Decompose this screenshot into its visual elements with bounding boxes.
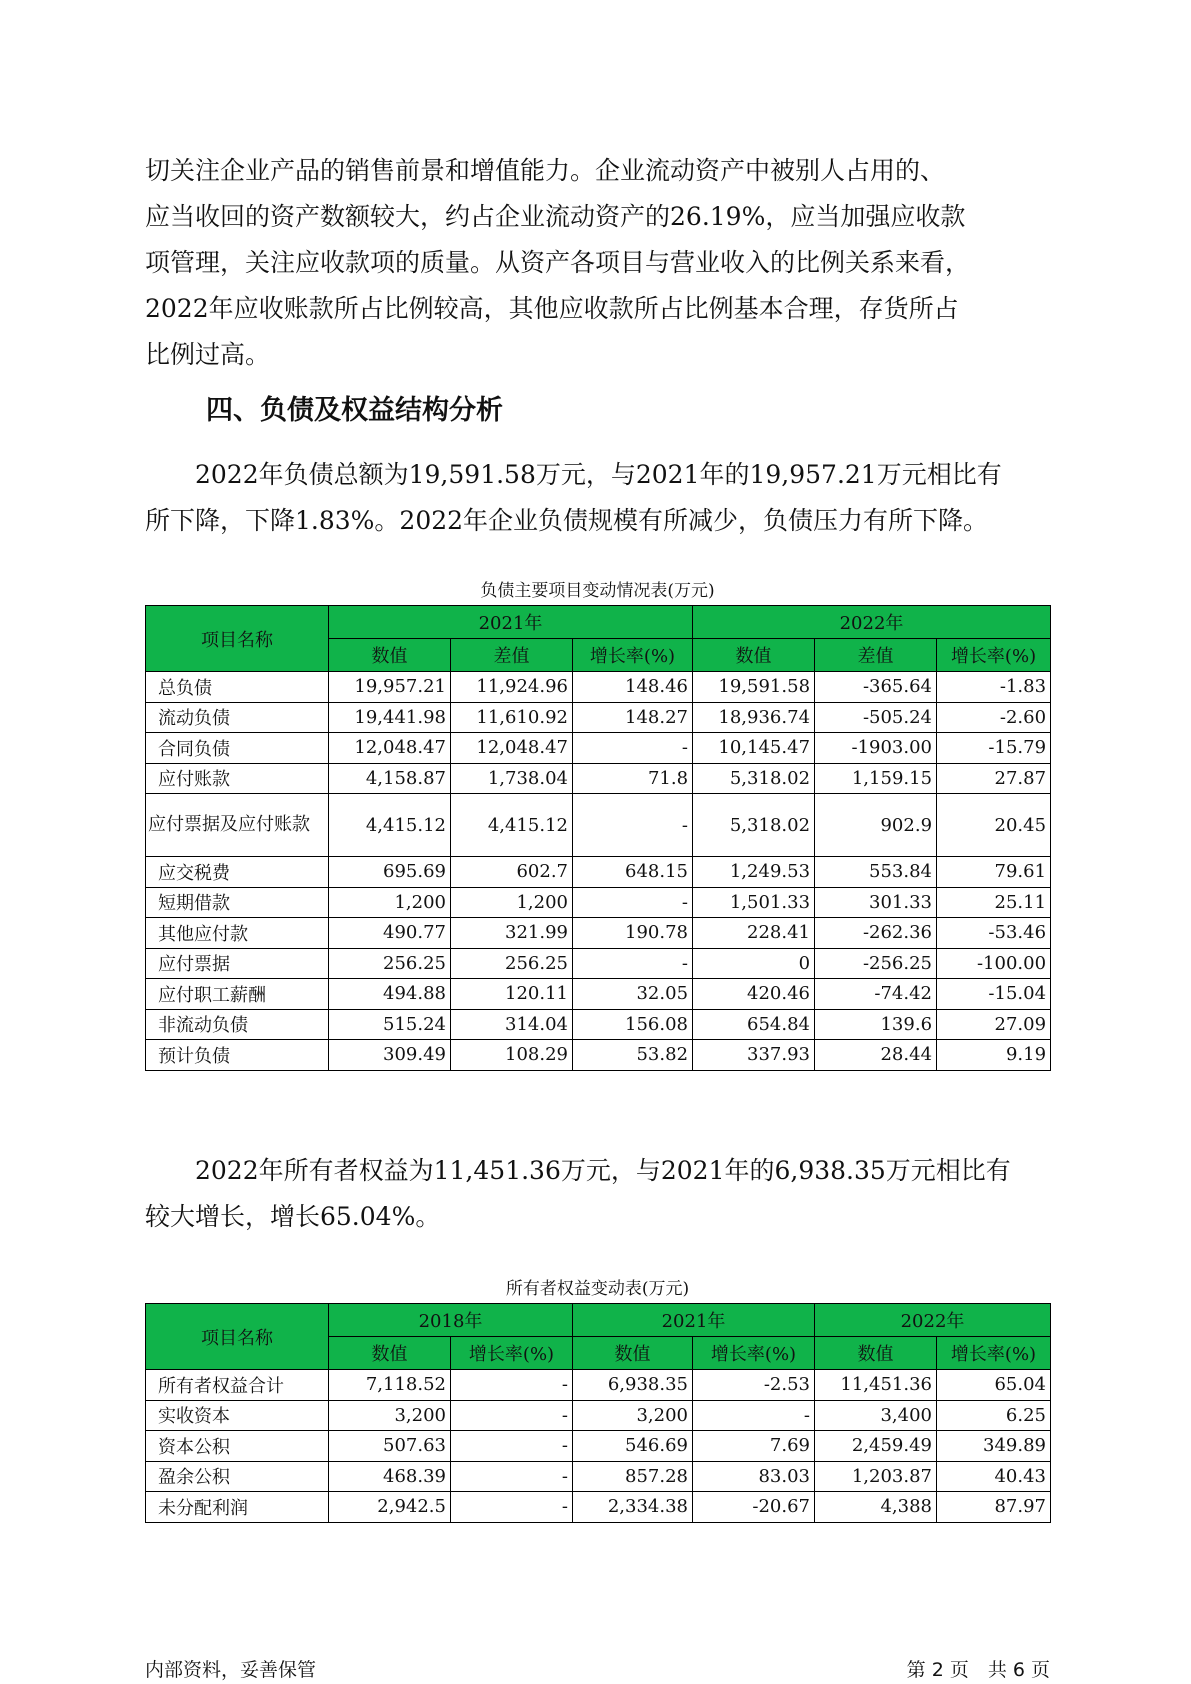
value-cell: 2,334.38 <box>573 1492 693 1523</box>
row-label: 实收资本 <box>146 1400 329 1431</box>
table-row <box>146 1370 1051 1401</box>
value-cell: -1.83 <box>937 672 1051 703</box>
value-cell: 4,388 <box>815 1492 937 1523</box>
liabilities-table <box>145 605 1051 1071</box>
value-cell: -2.53 <box>693 1370 815 1401</box>
sub-header: 数值 <box>329 639 451 672</box>
value-cell: -74.42 <box>815 979 937 1010</box>
intro-paragraph <box>145 148 1050 378</box>
value-cell: -15.79 <box>937 733 1051 764</box>
value-cell: 0 <box>693 948 815 979</box>
value-cell: -53.46 <box>937 918 1051 949</box>
table-row <box>146 857 1051 888</box>
value-cell: 494.88 <box>329 979 451 1010</box>
value-cell: 4,415.12 <box>329 794 451 857</box>
value-cell: 4,158.87 <box>329 763 451 794</box>
equity-table-caption: 所有者权益变动表(万元) <box>505 1279 690 1299</box>
value-cell: 1,159.15 <box>815 763 937 794</box>
intro-line: 比例过高。 <box>145 340 271 369</box>
value-cell: 19,591.58 <box>693 672 815 703</box>
value-cell: -100.00 <box>937 948 1051 979</box>
value-cell: 1,203.87 <box>815 1461 937 1492</box>
value-cell: - <box>451 1431 573 1462</box>
value-cell: 120.11 <box>451 979 573 1010</box>
row-label: 流动负债 <box>146 702 329 733</box>
equity-paragraph <box>145 1148 1050 1240</box>
value-cell: 3,200 <box>329 1400 451 1431</box>
value-cell: 602.7 <box>451 857 573 888</box>
value-cell: 648.15 <box>573 857 693 888</box>
value-cell: 1,200 <box>451 887 573 918</box>
value-cell: 32.05 <box>573 979 693 1010</box>
value-cell: -365.64 <box>815 672 937 703</box>
value-cell: 553.84 <box>815 857 937 888</box>
sub-header: 数值 <box>329 1337 451 1370</box>
table-row <box>146 1492 1051 1523</box>
header-item-name: 项目名称 <box>146 1304 329 1370</box>
value-cell: 349.89 <box>937 1431 1051 1462</box>
equity-line: 2022年所有者权益为11,451.36万元，与2021年的6,938.35万元相比有 <box>145 1156 1011 1185</box>
row-label: 应付票据 <box>146 948 329 979</box>
intro-line: 应当收回的资产数额较大，约占企业流动资产的26.19%，应当加强应收款 <box>145 202 966 231</box>
sub-header: 数值 <box>693 639 815 672</box>
value-cell: -15.04 <box>937 979 1051 1010</box>
header-year: 2021年 <box>573 1304 815 1337</box>
value-cell: 5,318.02 <box>693 763 815 794</box>
value-cell: 321.99 <box>451 918 573 949</box>
value-cell: 546.69 <box>573 1431 693 1462</box>
sub-header: 差值 <box>815 639 937 672</box>
value-cell: 7.69 <box>693 1431 815 1462</box>
value-cell: 65.04 <box>937 1370 1051 1401</box>
value-cell: 6,938.35 <box>573 1370 693 1401</box>
value-cell: 11,924.96 <box>451 672 573 703</box>
value-cell: 468.39 <box>329 1461 451 1492</box>
section-heading: 四、负债及权益结构分析 <box>206 395 503 426</box>
value-cell: - <box>451 1461 573 1492</box>
value-cell: -1903.00 <box>815 733 937 764</box>
table-row <box>146 918 1051 949</box>
value-cell: 6.25 <box>937 1400 1051 1431</box>
value-cell: - <box>451 1400 573 1431</box>
value-cell: 5,318.02 <box>693 794 815 857</box>
liabilities-line: 所下降，下降1.83%。2022年企业负债规模有所减少，负债压力有所下降。 <box>145 506 989 535</box>
value-cell: -505.24 <box>815 702 937 733</box>
value-cell: 9.19 <box>937 1040 1051 1071</box>
value-cell: - <box>451 1370 573 1401</box>
value-cell: - <box>451 1492 573 1523</box>
table-row <box>146 1040 1051 1071</box>
row-label: 合同负债 <box>146 733 329 764</box>
value-cell: 139.6 <box>815 1009 937 1040</box>
value-cell: 25.11 <box>937 887 1051 918</box>
table-row <box>146 672 1051 703</box>
value-cell: -20.67 <box>693 1492 815 1523</box>
row-label: 应付账款 <box>146 763 329 794</box>
intro-line: 切关注企业产品的销售前景和增值能力。企业流动资产中被别人占用的、 <box>145 156 946 185</box>
liabilities-paragraph <box>145 452 1050 544</box>
value-cell: 256.25 <box>329 948 451 979</box>
table-row <box>146 979 1051 1010</box>
sub-header: 数值 <box>815 1337 937 1370</box>
value-cell: 53.82 <box>573 1040 693 1071</box>
header-year: 2018年 <box>329 1304 573 1337</box>
header-item-name: 项目名称 <box>146 606 329 672</box>
row-label: 应交税费 <box>146 857 329 888</box>
value-cell: 301.33 <box>815 887 937 918</box>
table-row <box>146 702 1051 733</box>
row-label: 预计负债 <box>146 1040 329 1071</box>
value-cell: 7,118.52 <box>329 1370 451 1401</box>
value-cell: 156.08 <box>573 1009 693 1040</box>
value-cell: 857.28 <box>573 1461 693 1492</box>
value-cell: 314.04 <box>451 1009 573 1040</box>
value-cell: 148.27 <box>573 702 693 733</box>
value-cell: 490.77 <box>329 918 451 949</box>
value-cell: 12,048.47 <box>329 733 451 764</box>
value-cell: 108.29 <box>451 1040 573 1071</box>
liabilities-table-caption: 负债主要项目变动情况表(万元) <box>480 581 715 601</box>
row-label: 所有者权益合计 <box>146 1370 329 1401</box>
value-cell: - <box>573 948 693 979</box>
row-label: 非流动负债 <box>146 1009 329 1040</box>
value-cell: -2.60 <box>937 702 1051 733</box>
liabilities-line: 2022年负债总额为19,591.58万元，与2021年的19,957.21万元相比有 <box>145 460 1002 489</box>
row-label: 其他应付款 <box>146 918 329 949</box>
table-row <box>146 1431 1051 1462</box>
value-cell: 3,200 <box>573 1400 693 1431</box>
value-cell: 309.49 <box>329 1040 451 1071</box>
value-cell: 11,610.92 <box>451 702 573 733</box>
table-row <box>146 1461 1051 1492</box>
value-cell: - <box>573 887 693 918</box>
value-cell: 87.97 <box>937 1492 1051 1523</box>
row-label: 总负债 <box>146 672 329 703</box>
value-cell: - <box>573 733 693 764</box>
row-label: 应付票据及应付账款 <box>146 794 329 857</box>
value-cell: 1,200 <box>329 887 451 918</box>
value-cell: - <box>693 1400 815 1431</box>
value-cell: 18,936.74 <box>693 702 815 733</box>
value-cell: - <box>573 794 693 857</box>
value-cell: 27.09 <box>937 1009 1051 1040</box>
header-year-2021: 2021年 <box>329 606 693 639</box>
value-cell: 515.24 <box>329 1009 451 1040</box>
value-cell: 11,451.36 <box>815 1370 937 1401</box>
value-cell: 20.45 <box>937 794 1051 857</box>
footer-page-number: 第 2 页 共 6 页 <box>906 1659 1050 1681</box>
value-cell: 28.44 <box>815 1040 937 1071</box>
value-cell: 1,738.04 <box>451 763 573 794</box>
value-cell: 654.84 <box>693 1009 815 1040</box>
value-cell: 337.93 <box>693 1040 815 1071</box>
sub-header: 增长率(%) <box>937 639 1051 672</box>
sub-header: 数值 <box>573 1337 693 1370</box>
value-cell: 19,441.98 <box>329 702 451 733</box>
value-cell: 420.46 <box>693 979 815 1010</box>
table-row <box>146 948 1051 979</box>
header-year: 2022年 <box>815 1304 1051 1337</box>
value-cell: 4,415.12 <box>451 794 573 857</box>
value-cell: -256.25 <box>815 948 937 979</box>
header-year-2022: 2022年 <box>693 606 1051 639</box>
value-cell: 12,048.47 <box>451 733 573 764</box>
intro-line: 项管理，关注应收款项的质量。从资产各项目与营业收入的比例关系来看， <box>145 248 971 277</box>
value-cell: 1,501.33 <box>693 887 815 918</box>
sub-header: 增长率(%) <box>451 1337 573 1370</box>
table-row <box>146 1009 1051 1040</box>
row-label: 资本公积 <box>146 1431 329 1462</box>
value-cell: 10,145.47 <box>693 733 815 764</box>
value-cell: 1,249.53 <box>693 857 815 888</box>
value-cell: 83.03 <box>693 1461 815 1492</box>
sub-header: 增长率(%) <box>573 639 693 672</box>
sub-header: 增长率(%) <box>693 1337 815 1370</box>
table-row <box>146 794 1051 857</box>
table-row <box>146 887 1051 918</box>
row-label: 应付职工薪酬 <box>146 979 329 1010</box>
value-cell: 79.61 <box>937 857 1051 888</box>
value-cell: 507.63 <box>329 1431 451 1462</box>
value-cell: 19,957.21 <box>329 672 451 703</box>
table-row <box>146 733 1051 764</box>
value-cell: 3,400 <box>815 1400 937 1431</box>
footer-confidential-note: 内部资料，妥善保管 <box>145 1659 317 1681</box>
row-label: 盈余公积 <box>146 1461 329 1492</box>
value-cell: 256.25 <box>451 948 573 979</box>
table-row <box>146 1400 1051 1431</box>
intro-line: 2022年应收账款所占比例较高，其他应收款所占比例基本合理，存货所占 <box>145 294 959 323</box>
value-cell: 902.9 <box>815 794 937 857</box>
value-cell: 71.8 <box>573 763 693 794</box>
equity-table <box>145 1303 1051 1523</box>
row-label: 未分配利润 <box>146 1492 329 1523</box>
value-cell: 27.87 <box>937 763 1051 794</box>
sub-header: 差值 <box>451 639 573 672</box>
value-cell: 40.43 <box>937 1461 1051 1492</box>
table-row <box>146 763 1051 794</box>
value-cell: -262.36 <box>815 918 937 949</box>
sub-header: 增长率(%) <box>937 1337 1051 1370</box>
row-label: 短期借款 <box>146 887 329 918</box>
value-cell: 2,459.49 <box>815 1431 937 1462</box>
value-cell: 148.46 <box>573 672 693 703</box>
value-cell: 2,942.5 <box>329 1492 451 1523</box>
value-cell: 695.69 <box>329 857 451 888</box>
equity-line: 较大增长，增长65.04%。 <box>145 1202 441 1231</box>
value-cell: 190.78 <box>573 918 693 949</box>
value-cell: 228.41 <box>693 918 815 949</box>
